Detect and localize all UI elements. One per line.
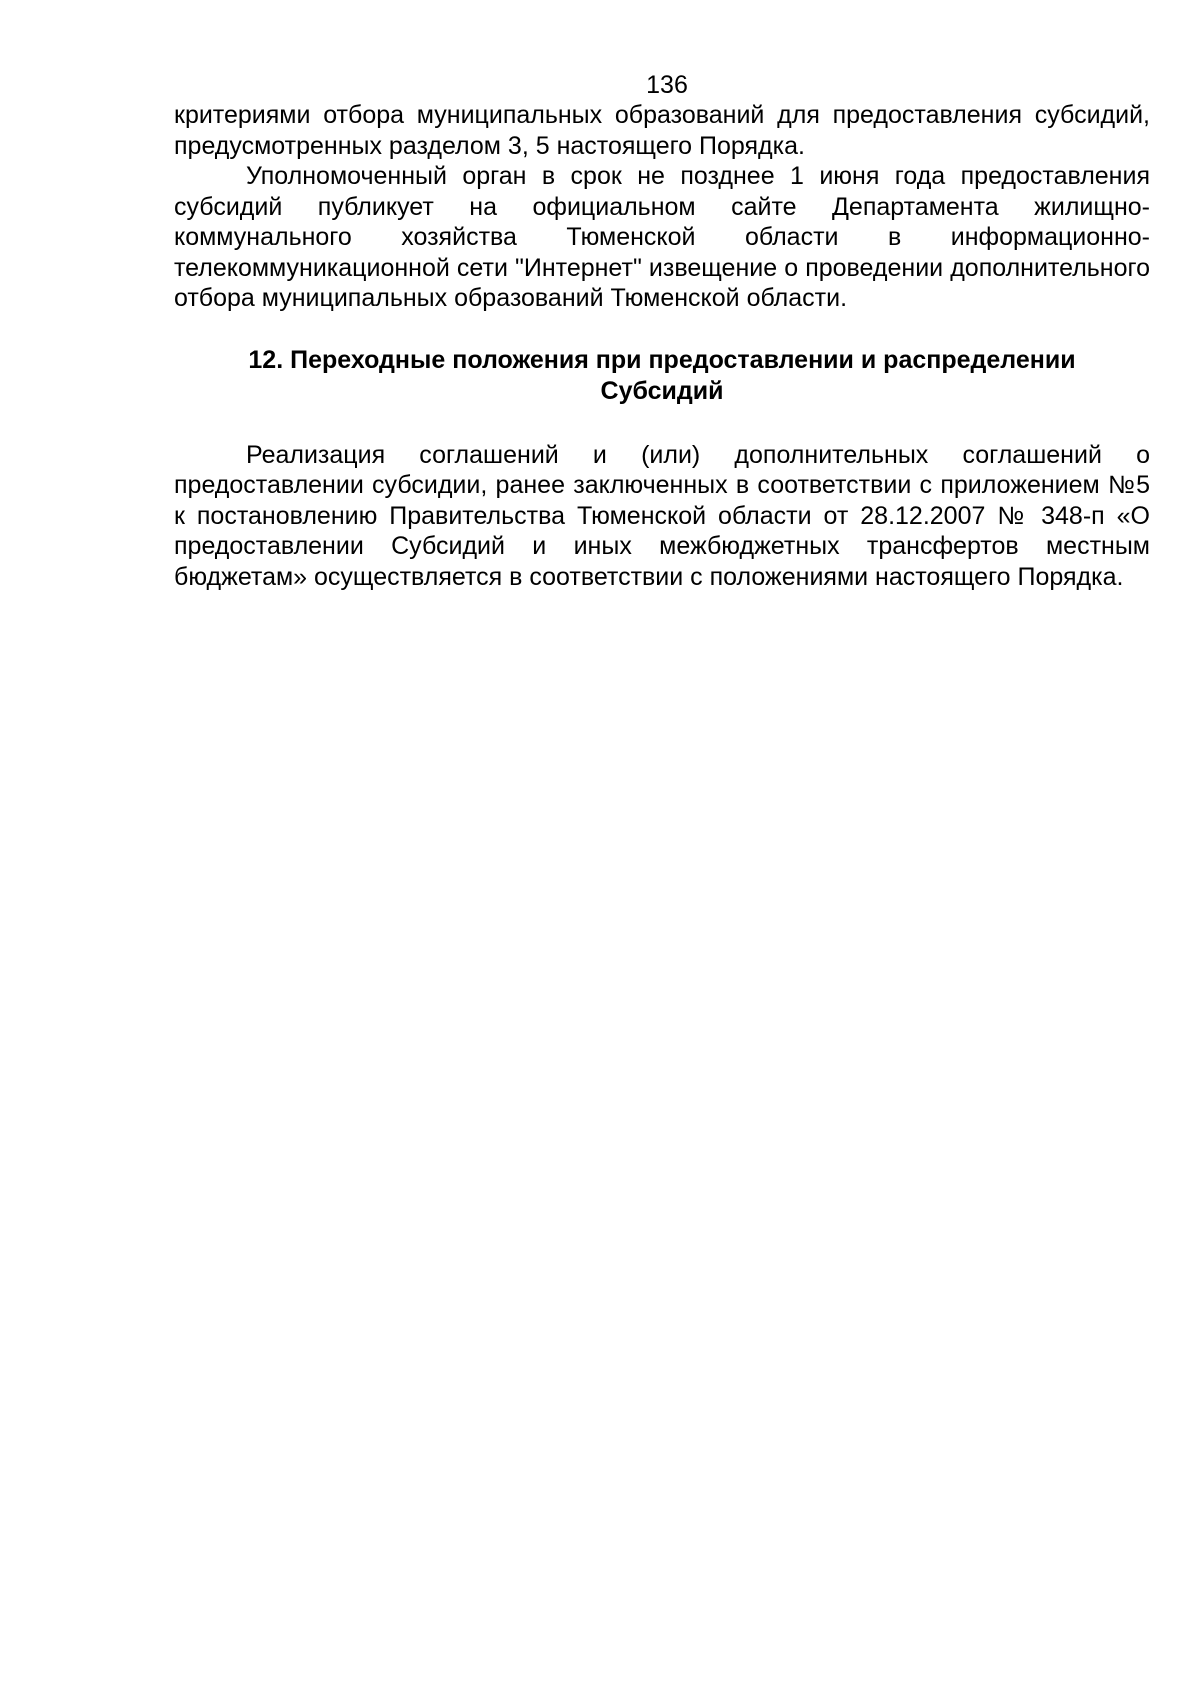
section-12-heading-line1: 12. Переходные положения при предоставлении и распределении [248,345,1076,374]
document-page [174,70,1150,592]
paragraph-transitional-provisions: Реализация соглашений и (или) дополнительных соглашений о предоставлении субсидии, ранее заключенных в соответствии с приложением №5 к постановлению Правительства Тюменской области от 28.12.2007 № 348-п «О предоставлении Субсидий и иных межбюджетных трансфертов местным бюджетам» осуществляется в соответствии с положениями настоящего Порядка. [174,440,1150,591]
paragraph-criteria-continuation: критериями отбора муниципальных образований для предоставления субсидий, предусмотренных разделом 3, 5 настоящего Порядка. [174,101,1150,160]
page-number: 136 [646,71,688,99]
section-12-heading [174,345,1150,407]
section-12-heading-line2: Субсидий [600,376,724,405]
paragraph-authorized-body-notice: Уполномоченный орган в срок не позднее 1 июня года предоставления субсидий публикует на официальном сайте Департамента жилищно-коммунального хозяйства Тюменской области в информационно-телекоммуникационной сети "Интернет" извещение о проведении дополнительного отбора муниципальных образований Тюменской области. [174,162,1150,312]
